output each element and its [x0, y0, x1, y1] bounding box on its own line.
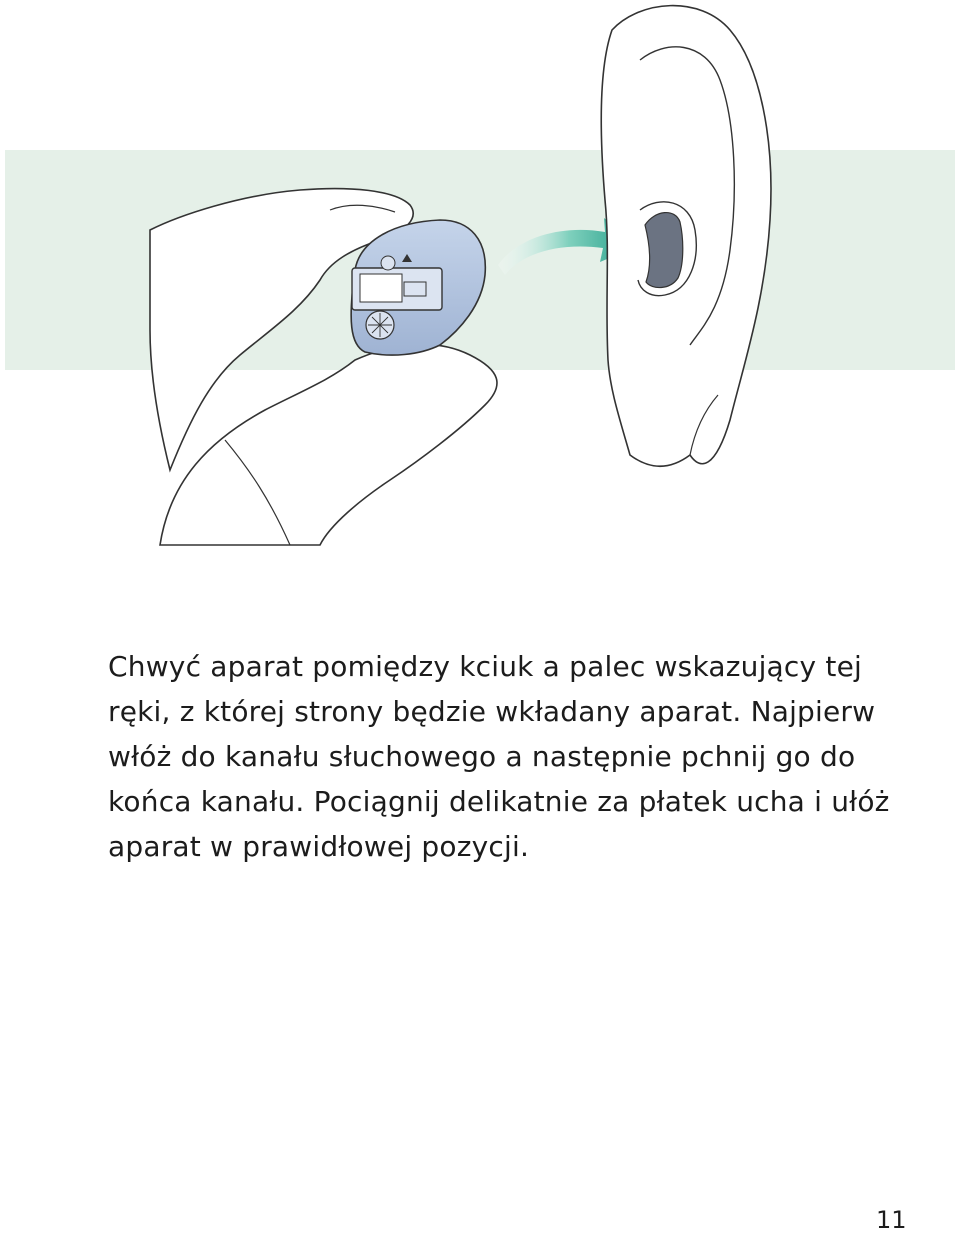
hearing-aid-insertion-illustration [0, 0, 960, 560]
page-number: 11 [876, 1206, 907, 1234]
ear-canal [645, 213, 683, 288]
instruction-paragraph: Chwyć aparat pomiędzy kciuk a palec wskazujący tej ręki, z której strony będzie wkładany aparat. Najpierw włóż do kanału słuchowego a następnie pchnij go do końca kanału. Pociągnij delikatnie za płatek ucha i ułóż aparat w prawidłowej pozycji. [108, 650, 890, 863]
ear-outline [601, 6, 771, 467]
